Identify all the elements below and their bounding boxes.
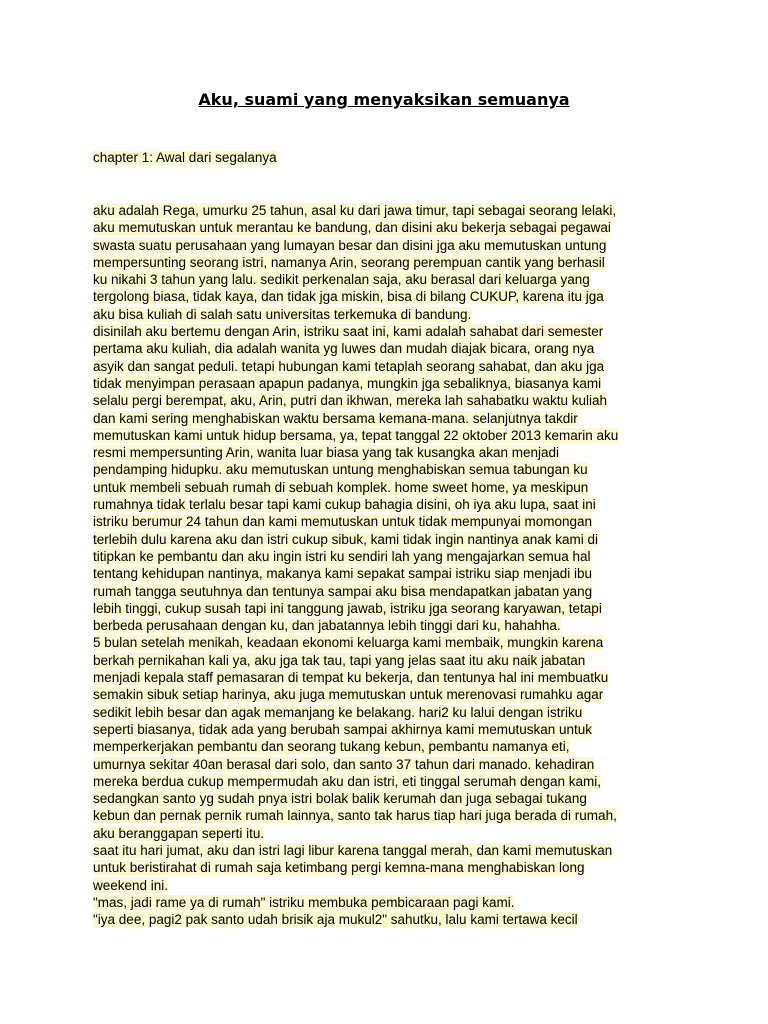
highlighted-text: aku adalah Rega, umurku 25 tahun, asal ku dari jawa timur, tapi sebagai seorang lelaki, (93, 203, 617, 218)
highlighted-text: disinilah aku bertemu dengan Arin, istriku saat ini, kami adalah sahabat dari semester (93, 324, 604, 340)
text-line (93, 513, 683, 530)
highlighted-text: dan kami sering menghabiskan waktu bersama kemana-mana. selanjutnya takdir (93, 410, 578, 426)
text-line (93, 894, 683, 911)
highlighted-text: "iya dee, pagi2 pak santo udah brisik aja mukul2" sahutku, lalu kami tertawa kecil (93, 912, 578, 928)
text-line (93, 254, 683, 271)
highlighted-text: 5 bulan setelah menikah, keadaan ekonomi keluarga kami membaik, mungkin karena (93, 635, 604, 651)
text-line (93, 669, 683, 686)
highlighted-text: semakin sibuk setiap harinya, aku juga memutuskan untuk merenovasi rumahku agar (93, 687, 604, 703)
highlighted-text: "mas, jadi rame ya di rumah" istriku membuka pembicaraan pagi kami. (93, 894, 515, 910)
text-line (93, 237, 683, 254)
highlighted-text: untuk membeli sebuah rumah di sebuah komplek. home sweet home, ya meskipun (93, 479, 589, 495)
highlighted-text: rumahnya tidak terlalu besar tapi kami cukup bahagia disini, oh iya aku lupa, saat ini (93, 497, 596, 513)
text-line (93, 410, 683, 427)
text-line (93, 392, 683, 409)
text-line (93, 306, 683, 323)
text-line (93, 738, 683, 755)
text-line (93, 202, 683, 219)
document-title: Aku, suami yang menyaksikan semuanya (198, 90, 570, 109)
highlighted-text: aku bisa kuliah di salah satu universitas terkemuka di bandung. (93, 306, 472, 322)
highlighted-text: menjadi kepala staff pemasaran di tempat ku bekerja, dan tentunya hal ini membuatku (93, 670, 609, 686)
highlighted-text: tentang kehidupan nantinya, makanya kami sepakat sampai istriku siap menjadi ibu (93, 566, 593, 582)
text-line (93, 565, 683, 582)
text-line (93, 756, 683, 773)
text-line (93, 444, 683, 461)
text-line (93, 617, 683, 634)
text-line (93, 652, 683, 669)
highlighted-text: rumah tangga seutuhnya dan tentunya sampai aku bisa mendapatkan jabatan yang (93, 583, 593, 599)
highlighted-text: kebun dan pernak pernik rumah lainnya, santo tak harus tiap hari juga berada di rumah, (93, 808, 617, 824)
highlighted-text: asyik dan sangat peduli. tetapi hubungan kami tetaplah seorang sahabat, dan aku jga (93, 358, 605, 374)
text-line (93, 721, 683, 738)
text-line (93, 271, 683, 288)
text-line (93, 807, 683, 824)
text-line (93, 479, 683, 496)
highlighted-text: terlebih dulu karena aku dan istri cukup sibuk, kami tidak ingin nantinya anak kami di (93, 531, 599, 547)
text-line (93, 790, 683, 807)
highlighted-text: titipkan ke pembantu dan aku ingin istri ku sendiri lah yang mengajarkan semua hal (93, 548, 591, 564)
highlighted-text: pendamping hidupku. aku memutuskan untung menghabiskan semua tabungan ku (93, 462, 588, 478)
text-line (93, 375, 683, 392)
text-line (93, 877, 683, 894)
text-line (93, 859, 683, 876)
highlighted-text: mereka berdua cukup mempermudah aku dan istri, eti tinggal serumah dengan kami, (93, 773, 602, 789)
highlighted-text: memutuskan kami untuk hidup bersama, ya, tepat tanggal 22 oktober 2013 kemarin aku (93, 427, 619, 443)
highlighted-text: tidak menyimpan perasaan apapun padanya, mungkin jga sebaliknya, biasanya kami (93, 375, 602, 391)
text-line (93, 427, 683, 444)
highlighted-text: pertama aku kuliah, dia adalah wanita yg luwes dan mudah diajak bicara, orang nya (93, 341, 595, 357)
highlighted-text: swasta suatu perusahaan yang lumayan besar dan disini jga aku memutuskan untung (93, 237, 607, 253)
text-line (93, 358, 683, 375)
text-line (93, 773, 683, 790)
text-line (93, 496, 683, 513)
highlighted-text: lebih tinggi, cukup susah tapi ini tanggung jawab, istriku jga seorang karyawan, tetapi (93, 600, 602, 616)
text-line (93, 583, 683, 600)
highlighted-text: aku beranggapan seperti itu. (93, 825, 265, 841)
text-line (93, 634, 683, 651)
text-line (93, 531, 683, 548)
highlighted-text: untuk beristirahat di rumah saja ketimbang pergi kemna-mana menghabiskan long (93, 860, 585, 876)
text-line (93, 548, 683, 565)
highlighted-text: berbeda perusahaan dengan ku, dan jabatannya lebih tinggi dari ku, hahahha. (93, 618, 561, 634)
highlighted-text: seperti biasanya, tidak ada yang berubah sampai akhirnya kami memutuskan untuk (93, 721, 593, 737)
chapter-heading-text: chapter 1: Awal dari segalanya (93, 150, 277, 165)
text-line (93, 600, 683, 617)
highlighted-text: berkah pernikahan kali ya, aku jga tak tau, tapi yang jelas saat itu aku naik jabatan (93, 652, 586, 668)
text-line (93, 825, 683, 842)
highlighted-text: tergolong biasa, tidak kaya, dan tidak jga miskin, bisa di bilang CUKUP, karena itu jga (93, 289, 604, 305)
text-line (93, 219, 683, 236)
highlighted-text: saat itu hari jumat, aku dan istri lagi libur karena tanggal merah, dan kami memutuskan (93, 842, 613, 858)
highlighted-text: mempersunting seorang istri, namanya Arin, seorang perempuan cantik yang berhasil (93, 254, 605, 270)
highlighted-text: istriku berumur 24 tahun dan kami memutuskan untuk tidak mempunyai momongan (93, 514, 592, 530)
highlighted-text: umurnya sekitar 40an berasal dari solo, dan santo 37 tahun dari manado. kehadiran (93, 756, 595, 772)
text-line (93, 461, 683, 478)
highlighted-text: sedangkan santo yg sudah pnya istri bolak balik kerumah dan juga sebagai tukang (93, 791, 587, 807)
text-line (93, 842, 683, 859)
highlighted-text: memperkerjakan pembantu dan seorang tukang kebun, pembantu namanya eti, (93, 739, 570, 755)
highlighted-text: selalu pergi berempat, aku, Arin, putri dan ikhwan, mereka lah sahabatku waktu kuliah (93, 393, 608, 409)
highlighted-text: resmi mempersunting Arin, wanita luar biasa yang tak kusangka akan menjadi (93, 445, 559, 461)
highlighted-text: aku memutuskan untuk merantau ke bandung, dan disini aku bekerja sebagai pegawai (93, 220, 611, 236)
text-line (93, 288, 683, 305)
highlighted-text: weekend ini. (93, 877, 169, 893)
chapter-heading (93, 149, 277, 166)
story-body (93, 202, 683, 928)
text-line (93, 911, 683, 928)
text-line (93, 686, 683, 703)
highlighted-text: ku nikahi 3 tahun yang lalu. sedikit perkenalan saja, aku berasal dari keluarga yang (93, 272, 590, 288)
text-line (93, 704, 683, 721)
text-line (93, 323, 683, 340)
highlighted-text: sedikit lebih besar dan agak memanjang ke belakang. hari2 ku lalui dengan istriku (93, 704, 583, 720)
text-line (93, 340, 683, 357)
